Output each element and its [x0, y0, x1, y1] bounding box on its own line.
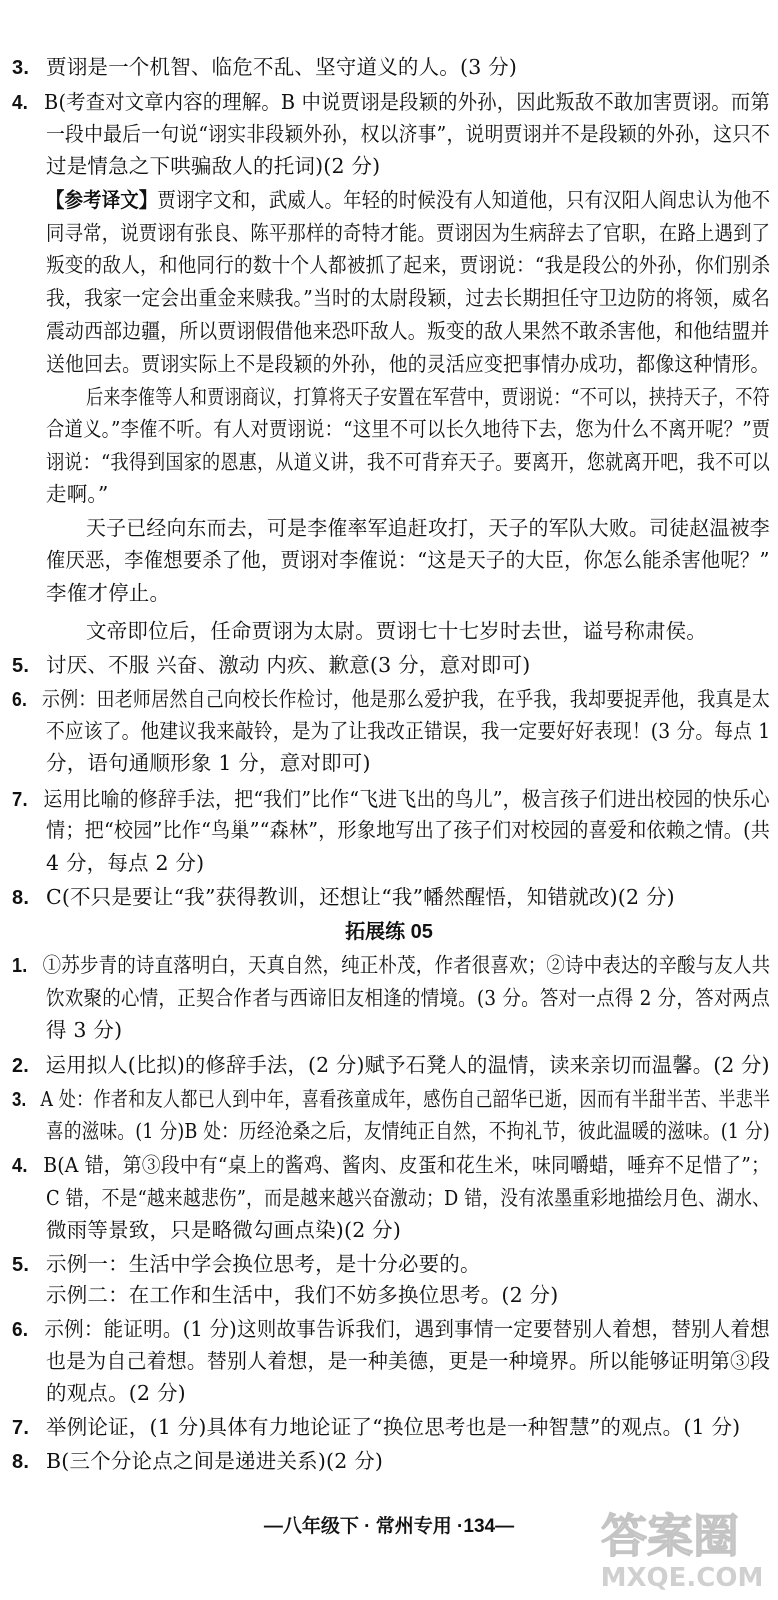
- item-number: 5.: [12, 655, 30, 677]
- answer-item: [12, 1249, 481, 1280]
- answer-item: [12, 52, 517, 83]
- answer-line: [46, 815, 770, 845]
- answer-item: [12, 1412, 740, 1443]
- item-number: 2.: [12, 1055, 29, 1077]
- answer-line: [46, 983, 770, 1013]
- line-text: 分，语句通顺形象 1 分，意对即可): [46, 751, 371, 775]
- item-number: 8.: [12, 1451, 30, 1473]
- answer-line: [46, 1116, 770, 1146]
- line-text: 举例论证，(1 分)具体有力地论证了“换位思考也是一种智慧”的观点。(1 分): [46, 1415, 741, 1439]
- line-text: 也是为自己着想。替别人着想，是一种美德，更是一种境界。所以能够证明第③段: [46, 1349, 771, 1373]
- answer-line: [46, 1280, 558, 1310]
- line-text: 贾诩字文和，武威人。年轻的时候没有人知道他，只有汉阳人阎忠认为他不: [157, 188, 771, 212]
- answer-line: [86, 513, 770, 543]
- line-text: 后来李傕等人和贾诩商议，打算将天子安置在军营中，贾诩说：“不可以，挟持天子，不符: [86, 385, 770, 409]
- answer-line: [46, 151, 380, 181]
- section-heading: 拓展练 05: [345, 921, 433, 943]
- answer-item: [12, 1314, 770, 1345]
- answer-line: [46, 250, 770, 280]
- answer-line: [86, 382, 770, 412]
- line-text: B(三个分论点之间是递进关系)(2 分): [46, 1449, 384, 1473]
- watermark-text: 答案圈: [601, 1509, 739, 1563]
- line-text: 示例二：在工作和生活中，我们不妨多换位思考。(2 分): [46, 1283, 559, 1307]
- line-text: 4 分，每点 2 分): [46, 851, 205, 875]
- item-number: 6.: [12, 1319, 29, 1341]
- line-text: 傕厌恶，李傕想要杀了他，贾诩对李傕说：“这是天子的大臣，你怎么能杀害他呢？”: [46, 548, 770, 572]
- answer-line: [46, 1378, 186, 1408]
- line-text: 运用拟人(比拟)的修辞手法，(2 分)赋予石凳人的温情，读来亲切而温馨。(2 分): [45, 1053, 770, 1077]
- line-text: 示例一：生活中学会换位思考，是十分必要的。: [46, 1252, 481, 1276]
- line-text: 震动西部边疆，所以贾诩假借他来恐吓敌人。叛变的敌人果然不敢杀害他，和他结盟并: [46, 319, 770, 343]
- answer-line: [46, 185, 770, 215]
- answer-item: [12, 1084, 770, 1115]
- answer-line: [46, 748, 371, 778]
- line-text: ①苏步青的诗直落明白，天真自然，纯正朴茂，作者很喜欢；②诗中表达的辛酸与友人共: [42, 953, 771, 977]
- line-text: 送他回去。贾诩实际上不是段颖的外孙，他的灵活应变把事情办成功，都像这种情形。: [46, 352, 770, 376]
- line-text: 一段中最后一句说“诩实非段颖外孙，权以济事”，说明贾诩并不是段颖的外孙，这只不: [46, 122, 771, 146]
- line-text: 运用比喻的修辞手法，把“我们”比作“飞进飞出的鸟儿”，极言孩子们进出校园的快乐心: [43, 787, 770, 811]
- item-number: 7.: [12, 789, 28, 811]
- answer-line: [46, 119, 770, 149]
- item-number: 4.: [12, 1155, 28, 1177]
- line-text: 示例：能证明。(1 分)这则故事告诉我们，遇到事情一定要替别人着想，替别人着想: [44, 1317, 770, 1341]
- answer-line: [46, 1015, 122, 1045]
- answer-line: [46, 1215, 401, 1245]
- line-text: 过是情急之下哄骗敌人的托词)(2 分): [46, 154, 381, 178]
- line-text: 饮欢聚的心情，正契合作者与西谛旧友相逢的情境。(3 分。答对一点得 2 分，答对两点: [46, 986, 771, 1010]
- item-number: 3.: [12, 1089, 27, 1111]
- reference-translation-tag: 【参考译文】: [46, 188, 158, 212]
- line-text: 走啊。”: [46, 482, 109, 506]
- line-text: 文帝即位后，任命贾诩为太尉。贾诩七十七岁时去世，谥号称肃侯。: [86, 619, 707, 643]
- line-text: 诩说：“我得到国家的恩惠，从道义讲，我不可背弃天子。要离开，您就离开吧，我不可以: [46, 450, 770, 474]
- answer-item: [12, 87, 770, 118]
- answer-item: [12, 1050, 770, 1081]
- answer-item: [12, 650, 531, 681]
- answer-item: [12, 784, 770, 815]
- line-text: B(考查对文章内容的理解。B 中说贾诩是段颖的外孙，因此叛敌不敢加害贾诩。而第: [44, 90, 770, 114]
- answer-line: [46, 716, 770, 746]
- answer-item: [12, 950, 770, 981]
- line-text: 微雨等景致，只是略微勾画点染)(2 分): [46, 1218, 402, 1242]
- line-text: 叛变的敌人，和他同行的数十个人都被抓了起来，贾诩说：“我是段公的外孙，你们别杀: [46, 253, 771, 277]
- line-text: 喜的滋味。(1 分)B 处：历经沧桑之后，友情纯正自然，不拘礼节，彼此温暖的滋味。(1 分): [46, 1119, 770, 1143]
- line-text: 情；把“校园”比作“鸟巢”“森林”，形象地写出了孩子们对校园的喜爱和依赖之情。(共: [46, 818, 771, 842]
- line-text: 同寻常，说贾诩有张良、陈平那样的奇特才能。贾诩因为生病辞去了官职，在路上遇到了: [46, 221, 771, 245]
- watermark-logo: [570, 1500, 770, 1595]
- line-text: A 处：作者和友人都已人到中年，喜看孩童成年，感伤自己韶华已逝，因而有半甜半苦、半悲半: [40, 1087, 771, 1111]
- answer-line: [46, 447, 770, 477]
- line-text: 讨厌、不服 兴奋、激动 内疚、歉意(3 分，意对即可): [46, 653, 531, 677]
- line-text: 贾诩是一个机智、临危不乱、坚守道义的人。(3 分): [46, 55, 518, 79]
- item-number: 3.: [12, 57, 30, 79]
- answer-line: [46, 545, 770, 575]
- page-footer: —八年级下 · 常州专用 ·134—: [263, 1516, 515, 1537]
- line-text: 的观点。(2 分): [46, 1381, 186, 1405]
- line-text: 我，我家一定会出重金来赎我。”当时的太尉段颖，过去长期担任守卫边防的将领，威名: [46, 286, 770, 310]
- answer-line: [46, 578, 170, 608]
- answer-line: [46, 1183, 770, 1213]
- answer-item: [12, 1446, 383, 1477]
- line-text: 天子已经向东而去，可是李傕率军追赶攻打，天子的军队大败。司徒赵温被李: [86, 516, 770, 540]
- answer-line: [46, 349, 770, 379]
- answer-line: [46, 316, 770, 346]
- answer-line: [86, 616, 707, 646]
- answer-line: [46, 283, 770, 313]
- answer-line: [46, 218, 770, 248]
- item-number: 5.: [12, 1254, 30, 1276]
- line-text: 不应该了。他建议我来敲铃，是为了让我改正错误，我一定要好好表现！(3 分。每点 1: [46, 719, 771, 743]
- item-number: 1.: [12, 955, 28, 977]
- line-text: 示例：田老师居然自己向校长作检讨，他是那么爱护我，在乎我，我却要捉弄他，我真是太: [41, 687, 771, 711]
- answer-item: [12, 684, 770, 715]
- answer-line: [46, 479, 109, 509]
- line-text: 李傕才停止。: [46, 581, 171, 605]
- answer-line: [46, 1346, 770, 1376]
- item-number: 4.: [12, 92, 29, 114]
- answer-line: [46, 848, 204, 878]
- item-number: 7.: [12, 1417, 30, 1439]
- answer-line: [46, 414, 770, 444]
- line-text: C 错，不是“越来越悲伤”，而是越来越兴奋激动；D 错，没有浓墨重彩地描绘月色、湖水、: [46, 1186, 771, 1210]
- line-text: B(A 错，第③段中有“桌上的酱鸡、酱肉、皮蛋和花生米，味同嚼蜡，唾弃不足惜了”；: [43, 1153, 771, 1177]
- line-text: 得 3 分): [46, 1018, 123, 1042]
- line-text: 合道义。”李傕不听。有人对贾诩说：“这里不可以长久地待下去，您为什么不离开呢？”贾: [46, 417, 771, 441]
- answer-item: [12, 1150, 770, 1181]
- item-number: 8.: [12, 887, 30, 909]
- line-text: C(不只是要让“我”获得教训，还想让“我”幡然醒悟，知错就改)(2 分): [46, 885, 675, 909]
- answer-item: [12, 882, 675, 913]
- watermark-url: MXQE.COM: [600, 1563, 764, 1593]
- item-number: 6.: [12, 689, 28, 711]
